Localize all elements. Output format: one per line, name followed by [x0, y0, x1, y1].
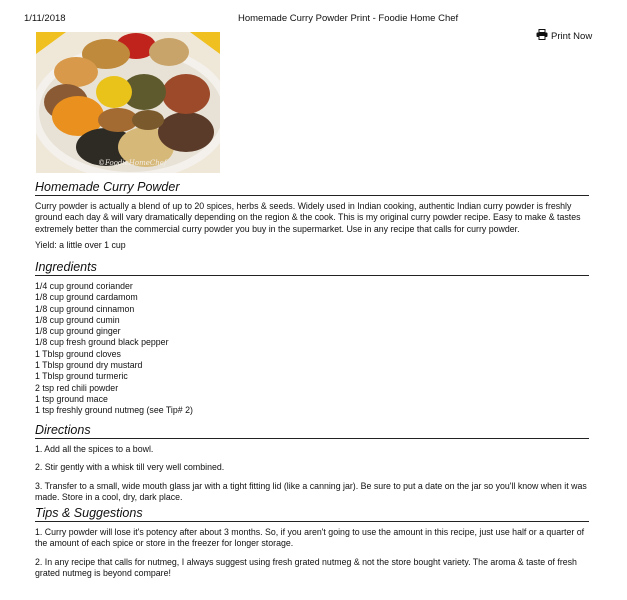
direction-step: 3. Transfer to a small, wide mouth glass jar with a tight fitting lid (like a canning jar). Be sure to put a date on the jar so you'll know when it was made. Store in a cool, dry, dark place. [35, 480, 587, 503]
directions-section [35, 423, 589, 511]
ingredient-item: 1/4 cup ground coriander [35, 281, 133, 291]
direction-step: 2. Stir gently with a whisk till very well combined. [35, 462, 225, 473]
tips-section [35, 506, 589, 587]
curry-spices-photo [36, 32, 220, 173]
ingredient-item: 2 tsp red chili powder [35, 382, 119, 393]
tips-title: Tips & Suggestions [35, 506, 589, 522]
spice-plate-illustration [36, 32, 220, 173]
print-date: 1/11/2018 [24, 13, 66, 24]
ingredient-item: 1 tsp ground mace [35, 393, 108, 404]
ingredient-item: 1 Tblsp ground turmeric [35, 371, 128, 382]
recipe-intro-section [35, 180, 589, 250]
print-now-button[interactable] [536, 29, 592, 43]
recipe-yield: Yield: a little over 1 cup [35, 240, 126, 251]
ingredients-section [35, 260, 589, 417]
print-header-title: Homemade Curry Powder Print - Foodie Home Chef [238, 13, 459, 24]
recipe-description: Curry powder is actually a blend of up to 20 spices, herbs & seeds. Widely used in Indian cooking, authentic Indian curry powder is freshly ground each day & will vary dramatically depending on the region & the cook. This is my original curry powder recipe. Easy to make & tastes extremely better than the commercial curry powder you buy in the supermarket. Use in any recipe that calls for curry powder. [35, 201, 581, 234]
ingredient-item: 1/8 cup ground ginger [35, 326, 121, 337]
direction-step: 1. Add all the spices to a bowl. [35, 444, 154, 454]
ingredient-item: 1/8 cup ground cinnamon [35, 303, 135, 314]
ingredients-list [35, 281, 589, 417]
tip-item: 2. In any recipe that calls for nutmeg, I always suggest using fresh grated nutmeg & not the store bought variety. The aroma & taste of fresh grated nutmeg is beyond compare! [35, 556, 577, 579]
printer-icon [536, 29, 548, 43]
ingredients-title: Ingredients [35, 260, 589, 276]
tip-item: 1. Curry powder will lose it's potency after about 3 months. So, if you aren't going to use the amount in this recipe, just use half or a quarter of the amount of each spice or store in the freezer for longer storage. [35, 527, 585, 549]
ingredient-item: 1 Tblsp ground cloves [35, 348, 121, 359]
ingredient-item: 1 Tblsp ground dry mustard [35, 360, 143, 371]
ingredient-item: 1 tsp freshly ground nutmeg (see Tip# 2) [35, 405, 193, 416]
print-now-label: Print Now [551, 30, 593, 42]
ingredient-item: 1/8 cup fresh ground black pepper [35, 337, 169, 348]
directions-title: Directions [35, 423, 589, 439]
photo-watermark: ©FoodieHomeChef [98, 159, 167, 167]
ingredient-item: 1/8 cup ground cardamom [35, 292, 138, 303]
ingredient-item: 1/8 cup ground cumin [35, 314, 120, 325]
recipe-title: Homemade Curry Powder [35, 180, 589, 196]
